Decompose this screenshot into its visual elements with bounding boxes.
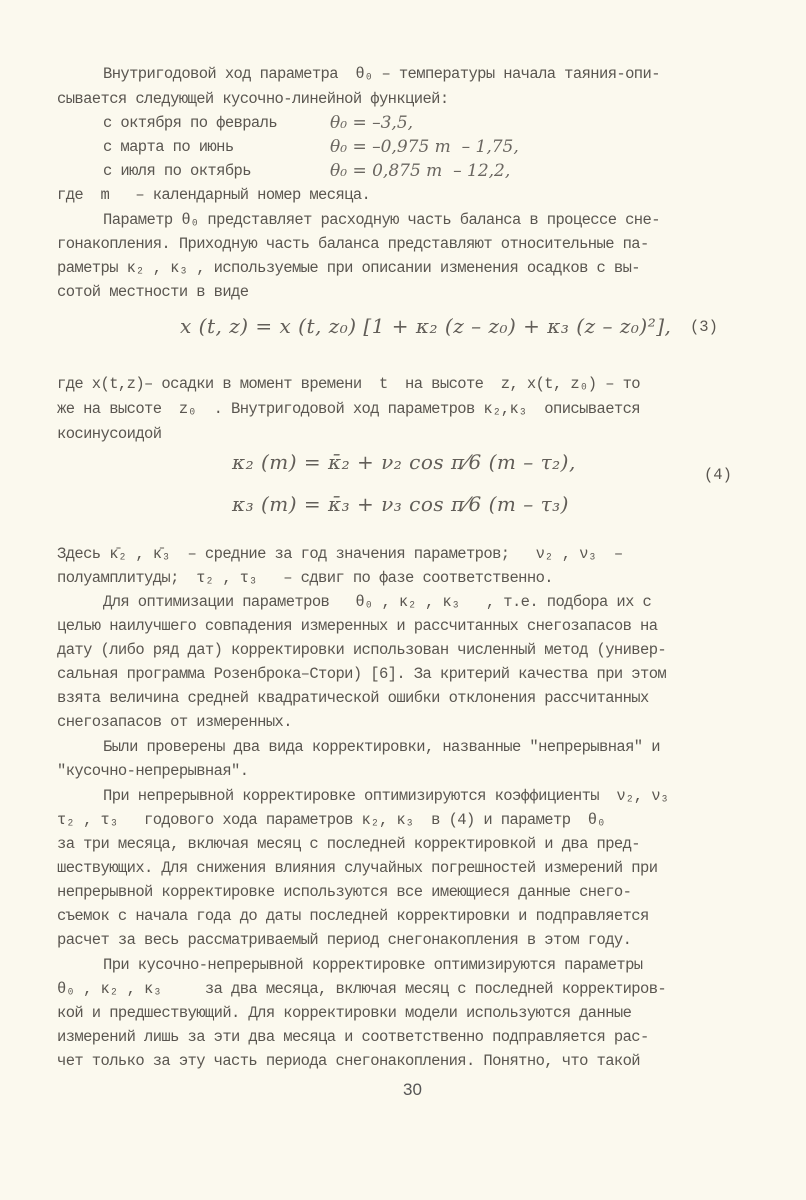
- equation-number: (3): [690, 318, 718, 336]
- text-line: полуамплитуды; τ₂ , τ₃ – сдвиг по фазе соответственно.: [57, 569, 553, 587]
- text-line: за три месяца, включая месяц с последней корректировкой и два пред-: [57, 835, 641, 853]
- text-line: При кусочно-непрерывной корректировке оптимизируются параметры: [103, 956, 643, 974]
- text-line: сальная программа Розенброка–Стори) [6]. За критерий качества при этом: [57, 665, 667, 683]
- piecewise-formula: θ₀ = 0,875 m – 12,2,: [330, 161, 511, 181]
- text-line: сывается следующей кусочно-линейной функцией:: [57, 90, 449, 108]
- equation-4b: κ₃ (m) = κ̄₃ + ν₃ cos π⁄6 (m – τ₃): [232, 492, 569, 516]
- text-line: сотой местности в виде: [57, 283, 249, 301]
- text-line: Здесь κ̄₂ , κ̄₃ – средние за год значения параметров; ν₂ , ν₃ –: [57, 545, 623, 563]
- text-line: Параметр θ₀ представляет расходную часть баланса в процессе сне-: [103, 211, 660, 229]
- text-line: измерений лишь за эти два месяца и соответственно подправляется рас-: [57, 1028, 649, 1046]
- text-line: косинусоидой: [57, 425, 162, 443]
- text-line: где x(t,z)– осадки в момент времени t на высоте z, x(t, z₀) – то: [57, 375, 641, 393]
- text-line: где m – календарный номер месяца.: [57, 186, 371, 204]
- text-line: съемок с начала года до даты последней корректировки и подправляется: [57, 907, 649, 925]
- text-line: взята величина средней квадратической ошибки отклонения рассчитанных: [57, 689, 649, 707]
- text-line: Внутригодовой ход параметра θ₀ – температуры начала таяния-опи-: [103, 65, 660, 83]
- text-line: τ₂ , τ₃ годового хода параметров κ₂, κ₃ в (4) и параметр θ₀: [57, 811, 606, 829]
- page-number: 30: [403, 1080, 422, 1099]
- piecewise-formula: θ₀ = –0,975 m – 1,75,: [330, 137, 519, 157]
- text-line: с июля по октябрь: [103, 162, 251, 180]
- equation-3: x (t, z) = x (t, z₀) [1 + κ₂ (z – z₀) + κ₃ (z – z₀)²],: [180, 314, 672, 338]
- text-line: При непрерывной корректировке оптимизируются коэффициенты ν₂, ν₃: [103, 787, 669, 805]
- piecewise-formula: θ₀ = –3,5,: [330, 113, 414, 133]
- text-line: θ₀ , κ₂ , κ₃ за два месяца, включая месяц с последней корректиров-: [57, 980, 667, 998]
- text-line: с октября по февраль: [103, 114, 278, 132]
- text-line: непрерывной корректировке используются все имеющиеся данные снего-: [57, 883, 632, 901]
- text-line: шествующих. Для снижения влияния случайных погрешностей измерений при: [57, 859, 658, 877]
- text-line: "кусочно-непрерывная".: [57, 762, 249, 780]
- text-line: целью наилучшего совпадения измеренных и рассчитанных снегозапасов на: [57, 617, 658, 635]
- equation-number: (4): [704, 466, 732, 484]
- text-line: с марта по июнь: [103, 138, 234, 156]
- text-line: Для оптимизации параметров θ₀ , κ₂ , κ₃ , т.е. подбора их с: [103, 593, 652, 611]
- text-line: чет только за эту часть периода снегонакопления. Понятно, что такой: [57, 1052, 641, 1070]
- equation-4a: κ₂ (m) = κ̄₂ + ν₂ cos π⁄6 (m – τ₂),: [232, 450, 576, 474]
- text-line: раметры κ₂ , κ₃ , используемые при описании изменения осадков с вы-: [57, 259, 641, 277]
- text-line: гонакопления. Приходную часть баланса представляют относительные па-: [57, 235, 649, 253]
- text-line: расчет за весь рассматриваемый период снегонакопления в этом году.: [57, 931, 632, 949]
- text-line: дату (либо ряд дат) корректировки использован численный метод (универ-: [57, 641, 667, 659]
- text-line: Были проверены два вида корректировки, названные "непрерывная" и: [103, 738, 660, 756]
- text-line: кой и предшествующий. Для корректировки модели используются данные: [57, 1004, 632, 1022]
- text-line: же на высоте z₀ . Внутригодовой ход параметров κ₂,κ₃ описывается: [57, 400, 641, 418]
- text-line: снегозапасов от измеренных.: [57, 713, 292, 731]
